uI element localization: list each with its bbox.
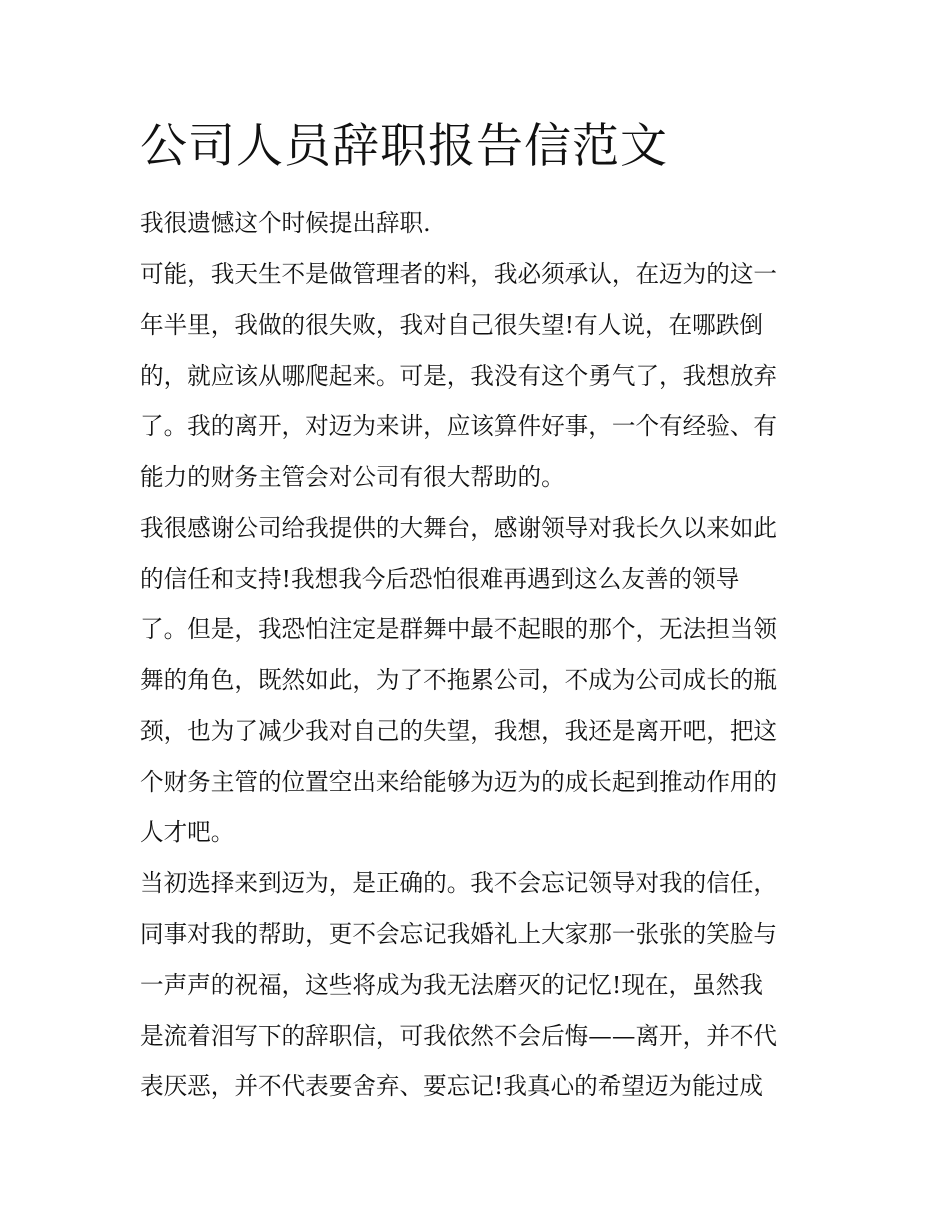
body-line: 了。我的离开，对迈为来讲，应该算件好事，一个有经验、有: [140, 412, 778, 440]
body-line: 同事对我的帮助，更不会忘记我婚礼上大家那一张张的笑脸与: [140, 920, 778, 948]
body-line: 了。但是，我恐怕注定是群舞中最不起眼的那个，无法担当领: [140, 615, 778, 643]
body-line: 个财务主管的位置空出来给能够为迈为的成长起到推动作用的: [140, 768, 778, 796]
body-line: 是流着泪写下的辞职信，可我依然不会后悔——离开，并不代: [140, 1022, 778, 1050]
body-line: 能力的财务主管会对公司有很大帮助的。: [140, 463, 565, 491]
body-line: 表厌恶，并不代表要舍弃、要忘记!我真心的希望迈为能过成: [140, 1072, 763, 1100]
document-title: 公司人员辞职报告信范文: [140, 119, 668, 174]
body-line: 的信任和支持!我想我今后恐怕很难再遇到这么友善的领导: [140, 565, 740, 593]
body-line: 我很感谢公司给我提供的大舞台，感谢领导对我长久以来如此: [140, 514, 778, 542]
body-line: 年半里，我做的很失败，我对自己很失望!有人说，在哪跌倒: [140, 311, 763, 339]
body-line: 当初选择来到迈为，是正确的。我不会忘记领导对我的信任，: [140, 869, 778, 897]
body-line: 的，就应该从哪爬起来。可是，我没有这个勇气了，我想放弃: [140, 362, 778, 390]
body-line: 舞的角色，既然如此，为了不拖累公司，不成为公司成长的瓶: [140, 666, 778, 694]
body-line: 可能，我天生不是做管理者的料，我必须承认，在迈为的这一: [140, 260, 778, 288]
body-line: 我很遗憾这个时候提出辞职.: [140, 209, 431, 237]
body-line: 人才吧。: [140, 818, 235, 846]
body-line: 颈，也为了减少我对自己的失望，我想，我还是离开吧，把这: [140, 717, 778, 745]
body-line: 一声声的祝福，这些将成为我无法磨灭的记忆!现在，虽然我: [140, 971, 763, 999]
